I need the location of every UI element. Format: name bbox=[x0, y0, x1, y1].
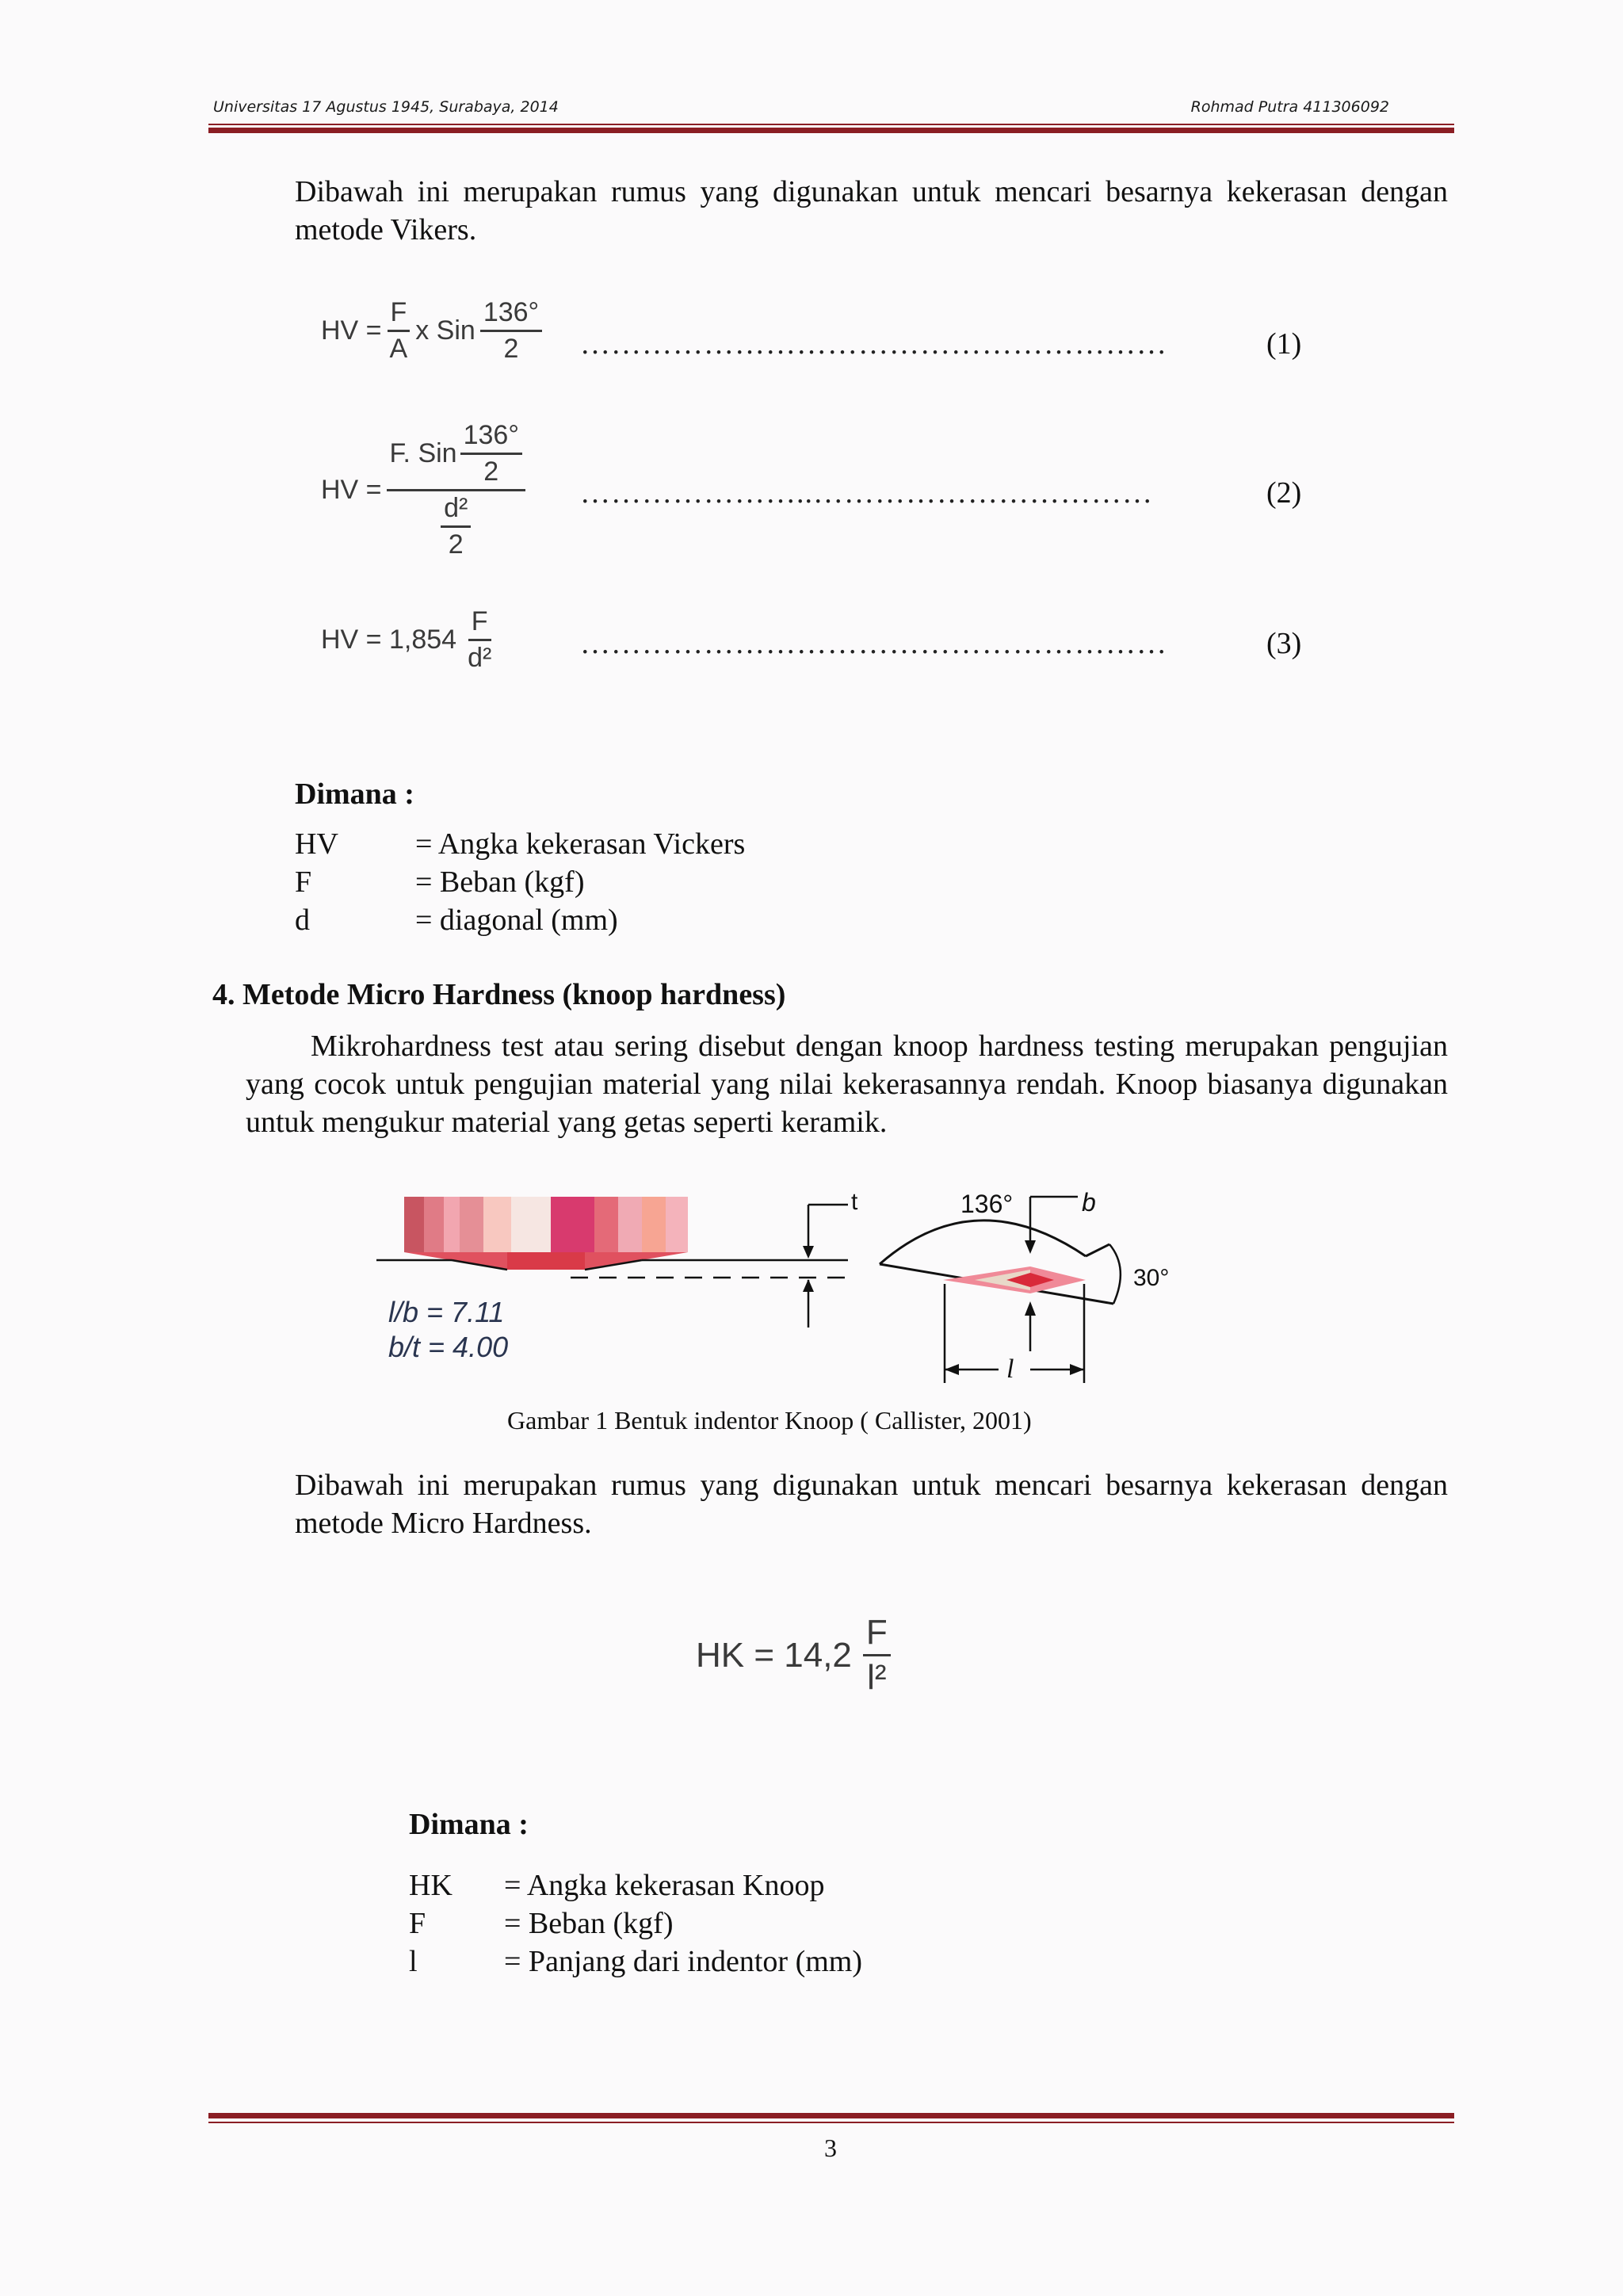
label-136: 136° bbox=[960, 1190, 1014, 1218]
eq3-leader-dots: ………………………………………………… bbox=[580, 627, 1167, 660]
where1-sym-0: HV bbox=[295, 827, 338, 861]
where-title-2: Dimana : bbox=[409, 1808, 529, 1841]
where1-desc-1: = Beban (kgf) bbox=[415, 865, 585, 899]
eq1-lhs: HV = bbox=[321, 315, 382, 346]
ratio-b-t: b/t = 4.00 bbox=[388, 1331, 509, 1363]
label-30: 30° bbox=[1133, 1265, 1170, 1291]
section-4-heading: 4. Metode Micro Hardness (knoop hardness) bbox=[212, 978, 786, 1011]
eq2-leader-dots: …………………..…………………………… bbox=[580, 476, 1153, 510]
where2-sym-2: l bbox=[409, 1945, 418, 1978]
where1-sym-2: d bbox=[295, 904, 310, 937]
hk-formula bbox=[696, 1613, 891, 1698]
indenter-top-view bbox=[880, 1197, 1121, 1383]
eq1-leader-dots: ………………………………………………… bbox=[580, 327, 1167, 361]
header-rule-thick bbox=[208, 128, 1454, 133]
figure-caption: Gambar 1 Bentuk indentor Knoop ( Callister, 2001) bbox=[507, 1406, 1032, 1435]
eq2-number: (2) bbox=[1266, 476, 1302, 510]
label-t: t bbox=[851, 1189, 858, 1215]
eq3-fraction: $\frac{F}{\text{d²}}$ bbox=[468, 606, 492, 673]
label-l: l bbox=[1006, 1354, 1014, 1384]
eq2-fraction: F. Sin $\frac{136^\circ}{2}$ $\frac{\text{d²}}{2}$ bbox=[387, 420, 525, 560]
hk-fraction: $\frac{F}{\text{l²}}$ bbox=[863, 1613, 891, 1698]
ratio-l-b: l/b = 7.11 bbox=[388, 1296, 505, 1328]
eq3-number: (3) bbox=[1266, 627, 1302, 660]
section-4-body: Mikrohardness test atau sering disebut dengan knoop hardness testing merupakan pengujian yang cocok untuk pengujian material yang nilai kekerasannya rendah. Knoop biasanya digunakan untuk mengukur material yang getas seperti keramik. bbox=[246, 1030, 1448, 1139]
footer-rule-thick bbox=[208, 2113, 1454, 2118]
eq2-lhs: HV = bbox=[321, 475, 382, 505]
where2-sym-0: HK bbox=[409, 1869, 453, 1902]
header-right: Rohmad Putra 411306092 bbox=[1190, 98, 1389, 116]
eq1-sin: x Sin bbox=[415, 315, 475, 346]
t-dimension bbox=[803, 1205, 848, 1328]
where1-desc-2: = diagonal (mm) bbox=[415, 904, 618, 937]
intro-vickers: Dibawah ini merupakan rumus yang digunakan untuk mencari besarnya kekerasan dengan metode Vikers. bbox=[295, 175, 1448, 246]
where-title-1: Dimana : bbox=[295, 777, 414, 811]
equation-2 bbox=[321, 420, 525, 560]
where2-desc-1: = Beban (kgf) bbox=[504, 1907, 674, 1940]
label-b: b bbox=[1082, 1188, 1096, 1217]
page-number: 3 bbox=[824, 2134, 837, 2162]
footer-rule-thin bbox=[208, 2122, 1454, 2123]
eq1-number: (1) bbox=[1266, 327, 1302, 361]
eq3-lhs: HV = 1,854 bbox=[321, 625, 457, 655]
indenter-side-view bbox=[376, 1197, 848, 1278]
hk-lhs: HK = 14,2 bbox=[696, 1635, 852, 1675]
header-rule-thin bbox=[208, 124, 1454, 125]
header-left: Universitas 17 Agustus 1945, Surabaya, 2014 bbox=[213, 98, 559, 116]
where2-sym-1: F bbox=[409, 1907, 426, 1940]
knoop-indenter-figure bbox=[372, 1181, 1228, 1395]
equation-1 bbox=[321, 297, 542, 365]
intro-micro: Dibawah ini merupakan rumus yang digunakan untuk mencari besarnya kekerasan dengan metode Micro Hardness. bbox=[295, 1469, 1448, 1540]
where1-desc-0: = Angka kekerasan Vickers bbox=[415, 827, 746, 861]
where2-desc-2: = Panjang dari indentor (mm) bbox=[504, 1945, 862, 1978]
eq1-angle-fraction: $\frac{136^\circ}{2}$ bbox=[480, 297, 542, 365]
where2-desc-0: = Angka kekerasan Knoop bbox=[504, 1869, 825, 1902]
eq1-fraction: $\frac{F}{A}$ bbox=[387, 297, 411, 365]
equation-3 bbox=[321, 606, 495, 674]
where1-sym-1: F bbox=[295, 865, 312, 899]
